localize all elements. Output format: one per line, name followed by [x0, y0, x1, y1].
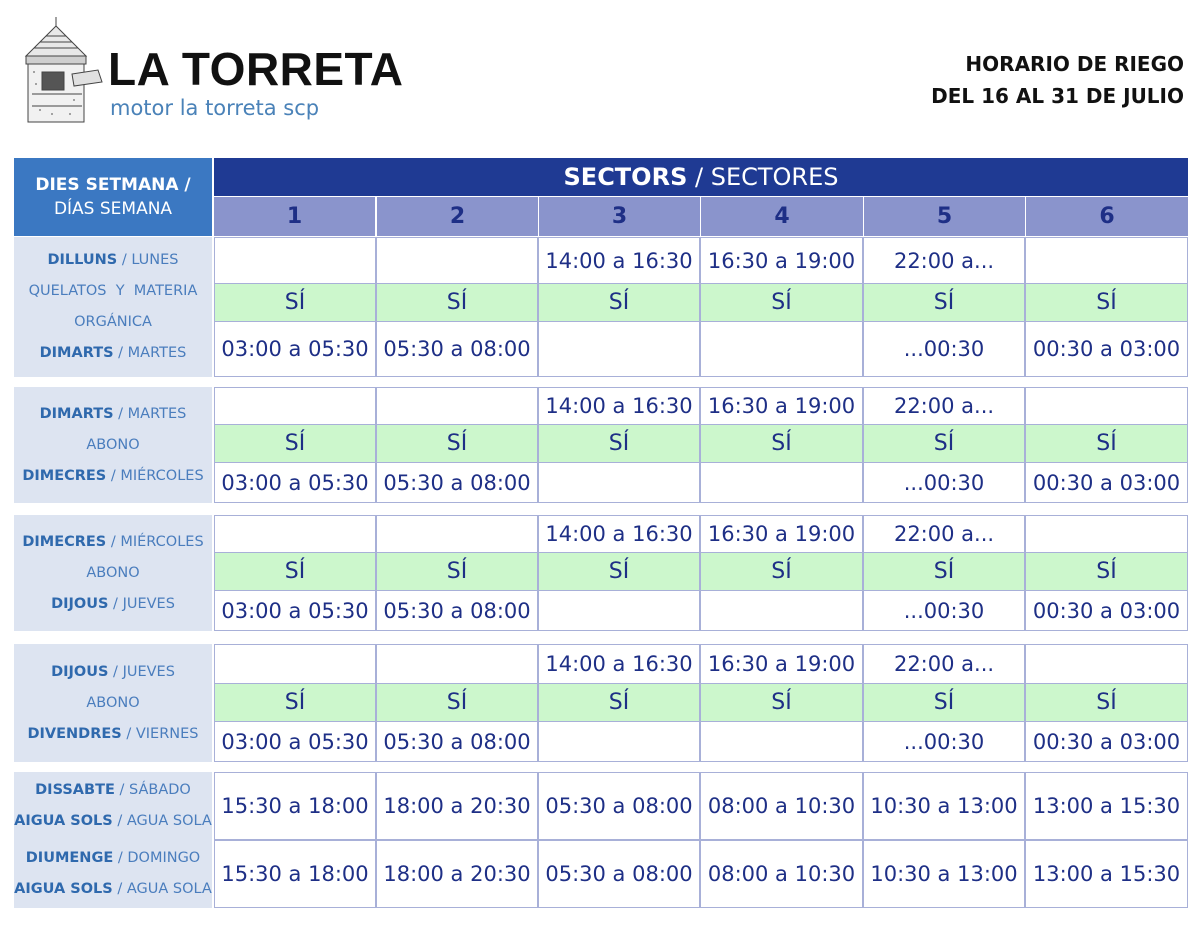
sector-number-1: 1	[214, 197, 375, 236]
schedule-cell: 14:00 a 16:30	[538, 387, 700, 425]
schedule-cell	[214, 644, 376, 684]
day-name-spanish: AGUA SOLA	[126, 813, 212, 829]
day-name-catalan: DISSABTE	[35, 782, 115, 798]
schedule-cell: 18:00 a 20:30	[376, 772, 538, 840]
schedule-cell: 05:30 a 08:00	[538, 772, 700, 840]
schedule-cell: 08:00 a 10:30	[700, 772, 863, 840]
fertigation-yes-cell: SÍ	[700, 284, 863, 322]
schedule-cell: 10:30 a 13:00	[863, 840, 1025, 908]
schedule-cell	[700, 322, 863, 377]
day-label-line	[35, 775, 191, 806]
fertigation-yes-cell: SÍ	[700, 425, 863, 463]
day-name-spanish: JUEVES	[122, 595, 175, 612]
day-name-separator: /	[108, 663, 123, 680]
day-label-line	[22, 461, 203, 492]
day-label-line	[14, 874, 212, 905]
schedule-cell	[376, 644, 538, 684]
schedule-cell: 00:30 a 03:00	[1025, 463, 1188, 503]
day-name-catalan: DIJOUS	[51, 595, 109, 612]
schedule-cell	[700, 591, 863, 631]
day-label-line	[26, 843, 200, 874]
schedule-cell	[1025, 644, 1188, 684]
day-label-block-1	[14, 237, 212, 377]
fertigation-yes-cell: SÍ	[214, 425, 376, 463]
day-name-separator: /	[108, 595, 123, 612]
day-name-catalan: DILLUNS	[47, 252, 118, 268]
schedule-cell: 14:00 a 16:30	[538, 515, 700, 553]
schedule-cell	[538, 722, 700, 762]
schedule-cell: 22:00 a...	[863, 644, 1025, 684]
day-name-spanish: LUNES	[131, 252, 179, 268]
fertigation-yes-cell: SÍ	[538, 425, 700, 463]
schedule-cell: 14:00 a 16:30	[538, 644, 700, 684]
fertigation-yes-cell: SÍ	[700, 553, 863, 591]
schedule-cell: 05:30 a 08:00	[376, 322, 538, 377]
days-header-catalan: DIES SETMANA /	[35, 175, 191, 195]
day-label-block-6	[14, 840, 212, 908]
fertigation-yes-cell: SÍ	[376, 425, 538, 463]
schedule-cell	[1025, 387, 1188, 425]
day-label-line	[86, 688, 139, 719]
day-label-line	[51, 657, 175, 688]
schedule-cell	[1025, 237, 1188, 284]
fertigation-yes-cell: SÍ	[1025, 425, 1188, 463]
schedule-cell: 03:00 a 05:30	[214, 591, 376, 631]
brand-name: LA TORRETA	[108, 43, 404, 95]
fertigation-yes-cell: SÍ	[538, 684, 700, 722]
schedule-cell: ...00:30	[863, 722, 1025, 762]
schedule-cell: 05:30 a 08:00	[376, 722, 538, 762]
fertigation-yes-cell: SÍ	[538, 553, 700, 591]
schedule-cell: 10:30 a 13:00	[863, 772, 1025, 840]
day-name-catalan: DIMECRES	[22, 467, 107, 484]
schedule-cell	[538, 591, 700, 631]
schedule-cell	[538, 463, 700, 503]
day-label-block-4	[14, 644, 212, 762]
days-column-header	[14, 158, 212, 236]
schedule-cell: 13:00 a 15:30	[1025, 772, 1188, 840]
schedule-cell: 15:30 a 18:00	[214, 772, 376, 840]
sector-number-6: 6	[1026, 197, 1188, 236]
document-title: HORARIO DE RIEGO	[965, 52, 1184, 76]
treatment-label: QUELATOS Y MATERIA	[28, 283, 198, 299]
sectors-title-catalan: SECTORS	[563, 163, 688, 191]
fertigation-yes-cell: SÍ	[214, 553, 376, 591]
day-name-catalan: DIVENDRES	[27, 725, 122, 742]
fertigation-yes-cell: SÍ	[376, 684, 538, 722]
schedule-cell	[214, 387, 376, 425]
document-title-block	[931, 48, 1184, 112]
day-label-line	[40, 399, 187, 430]
treatment-label: ABONO	[86, 436, 140, 453]
day-label-line	[51, 589, 175, 620]
schedule-cell	[376, 237, 538, 284]
sector-number-2: 2	[377, 197, 538, 236]
fertigation-yes-cell: SÍ	[214, 284, 376, 322]
day-name-separator: /	[112, 881, 127, 897]
fertigation-yes-cell: SÍ	[863, 284, 1025, 322]
fertigation-yes-cell: SÍ	[214, 684, 376, 722]
day-name-spanish: SÁBADO	[129, 782, 191, 798]
day-label-block-5	[14, 772, 212, 840]
day-name-spanish: MIÉRCOLES	[120, 467, 204, 484]
schedule-cell: 16:30 a 19:00	[700, 644, 863, 684]
fertigation-yes-cell: SÍ	[863, 553, 1025, 591]
schedule-cell: 00:30 a 03:00	[1025, 591, 1188, 631]
fertigation-yes-cell: SÍ	[376, 284, 538, 322]
day-name-spanish: AGUA SOLA	[126, 881, 212, 897]
document-period: DEL 16 AL 31 DE JULIO	[931, 84, 1184, 108]
day-name-spanish: VIERNES	[135, 725, 199, 742]
day-label-line	[74, 307, 152, 338]
treatment-label: ABONO	[86, 564, 140, 581]
schedule-cell: 16:30 a 19:00	[700, 387, 863, 425]
schedule-cell	[700, 722, 863, 762]
day-label-line	[14, 806, 212, 837]
treatment-label: ABONO	[86, 694, 140, 711]
day-name-catalan: DIMARTS	[39, 345, 114, 361]
day-name-spanish: MARTES	[127, 405, 187, 422]
schedule-cell	[376, 515, 538, 553]
schedule-cell: 05:30 a 08:00	[538, 840, 700, 908]
schedule-cell: 03:00 a 05:30	[214, 322, 376, 377]
day-name-spanish: JUEVES	[122, 663, 175, 680]
sectors-header	[214, 158, 1188, 196]
day-label-line	[86, 558, 139, 589]
fertigation-yes-cell: SÍ	[538, 284, 700, 322]
schedule-cell: ...00:30	[863, 322, 1025, 377]
schedule-cell: 03:00 a 05:30	[214, 463, 376, 503]
day-label-line	[40, 338, 187, 369]
schedule-cell: 15:30 a 18:00	[214, 840, 376, 908]
fertigation-yes-cell: SÍ	[1025, 284, 1188, 322]
day-label-line	[86, 430, 139, 461]
day-name-separator: /	[117, 252, 132, 268]
schedule-cell	[1025, 515, 1188, 553]
sectors-title-separator: /	[687, 163, 711, 191]
day-name-catalan: DIMECRES	[22, 533, 107, 550]
schedule-cell	[214, 515, 376, 553]
day-name-catalan: DIMARTS	[39, 405, 114, 422]
schedule-cell: 05:30 a 08:00	[376, 591, 538, 631]
fertigation-yes-cell: SÍ	[863, 684, 1025, 722]
schedule-cell: 08:00 a 10:30	[700, 840, 863, 908]
schedule-cell	[700, 463, 863, 503]
schedule-cell: 00:30 a 03:00	[1025, 722, 1188, 762]
day-name-separator: /	[113, 405, 128, 422]
fertigation-yes-cell: SÍ	[863, 425, 1025, 463]
day-label-block-2	[14, 387, 212, 503]
schedule-cell: 16:30 a 19:00	[700, 515, 863, 553]
day-name-catalan: AIGUA SOLS	[14, 813, 113, 829]
day-label-block-3	[14, 515, 212, 631]
schedule-cell	[538, 322, 700, 377]
schedule-cell: 13:00 a 15:30	[1025, 840, 1188, 908]
day-name-spanish: MIÉRCOLES	[120, 533, 204, 550]
day-label-line	[47, 245, 178, 276]
schedule-cell: 03:00 a 05:30	[214, 722, 376, 762]
day-name-catalan: DIJOUS	[51, 663, 109, 680]
schedule-cell: ...00:30	[863, 591, 1025, 631]
day-name-catalan: DIUMENGE	[25, 850, 114, 866]
sector-number-5: 5	[864, 197, 1025, 236]
fertigation-yes-cell: SÍ	[1025, 553, 1188, 591]
brand-subtitle: motor la torreta scp	[110, 96, 320, 120]
fertigation-yes-cell: SÍ	[700, 684, 863, 722]
schedule-cell	[376, 387, 538, 425]
day-name-separator: /	[106, 467, 121, 484]
day-name-spanish: MARTES	[127, 345, 187, 361]
day-name-spanish: DOMINGO	[127, 850, 201, 866]
sectors-title-spanish: SECTORES	[710, 163, 839, 191]
day-label-line	[29, 276, 198, 307]
day-label-line	[27, 719, 198, 750]
sector-number-3: 3	[539, 197, 700, 236]
day-name-separator: /	[113, 345, 128, 361]
day-name-separator: /	[106, 533, 121, 550]
schedule-cell: 18:00 a 20:30	[376, 840, 538, 908]
schedule-cell: 22:00 a...	[863, 387, 1025, 425]
schedule-cell: 22:00 a...	[863, 515, 1025, 553]
schedule-cell: 14:00 a 16:30	[538, 237, 700, 284]
schedule-cell: ...00:30	[863, 463, 1025, 503]
days-header-spanish: DÍAS SEMANA	[53, 199, 173, 219]
schedule-cell: 16:30 a 19:00	[700, 237, 863, 284]
treatment-label: ORGÁNICA	[74, 314, 152, 330]
day-name-separator: /	[114, 782, 129, 798]
schedule-cell: 00:30 a 03:00	[1025, 322, 1188, 377]
day-name-separator: /	[113, 850, 128, 866]
sector-number-4: 4	[701, 197, 863, 236]
fertigation-yes-cell: SÍ	[376, 553, 538, 591]
schedule-cell: 22:00 a...	[863, 237, 1025, 284]
day-name-separator: /	[121, 725, 136, 742]
day-name-catalan: AIGUA SOLS	[14, 881, 113, 897]
schedule-cell	[214, 237, 376, 284]
day-label-line	[22, 527, 203, 558]
day-name-separator: /	[112, 813, 127, 829]
schedule-cell: 05:30 a 08:00	[376, 463, 538, 503]
fertigation-yes-cell: SÍ	[1025, 684, 1188, 722]
